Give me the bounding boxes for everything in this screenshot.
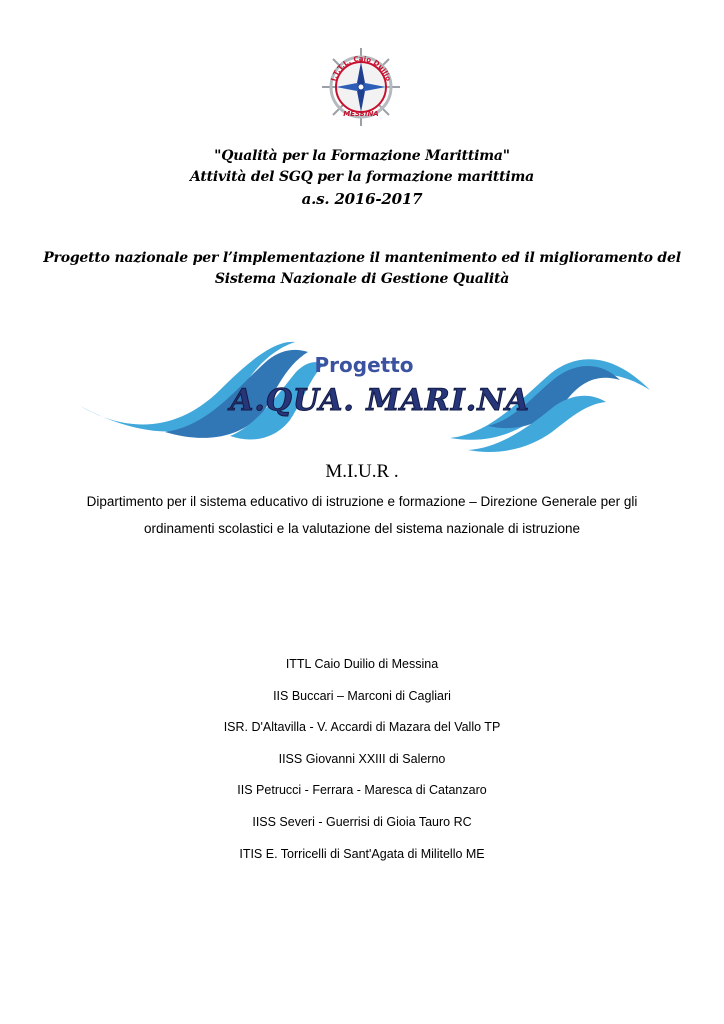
schools-list — [0, 655, 724, 876]
heading-quality: "Qualità per la Formazione Marittima" — [214, 148, 510, 164]
heading-sgq-activity: Attività del SGQ per la formazione marittima — [189, 169, 535, 185]
heading-school-year: a.s. 2016-2017 — [301, 190, 423, 208]
school-item: IISS Giovanni XXIII di Salerno — [278, 751, 446, 766]
department-line1: Dipartimento per il sistema educativo di istruzione e formazione – Direzione Generale per gli — [86, 494, 638, 509]
logo-ring-text: I.T.T.L. Caio Duilio — [329, 54, 393, 83]
school-logo — [318, 46, 404, 128]
heading-project-line1: Progetto nazionale per l’implementazione il mantenimento ed il miglioramento del — [43, 250, 681, 266]
miur-title: M.I.U.R . — [325, 461, 399, 482]
school-item: ISR. D'Altavilla - V. Accardi di Mazara del Vallo TP — [223, 720, 501, 735]
school-item: IIS Buccari – Marconi di Cagliari — [273, 688, 451, 703]
school-item: ITIS E. Torricelli di Sant'Agata di Militello ME — [239, 846, 485, 861]
logo-bottom-text: MESSINA — [343, 110, 379, 118]
heading-project-line2: Sistema Nazionale di Gestione Qualità — [214, 271, 510, 287]
banner-label: Progetto — [314, 353, 414, 377]
school-item: IIS Petrucci - Ferrara - Maresca di Catanzaro — [237, 783, 487, 798]
school-item: ITTL Caio Duilio di Messina — [285, 657, 439, 671]
department-line2: ordinamenti scolastici e la valutazione del sistema nazionale di istruzione — [144, 521, 580, 536]
banner-title: A.QUA. MARI.NA — [230, 383, 530, 418]
school-item: IISS Severi - Guerrisi di Gioia Tauro RC — [252, 814, 472, 829]
project-banner — [70, 322, 654, 452]
department-block — [60, 488, 664, 542]
